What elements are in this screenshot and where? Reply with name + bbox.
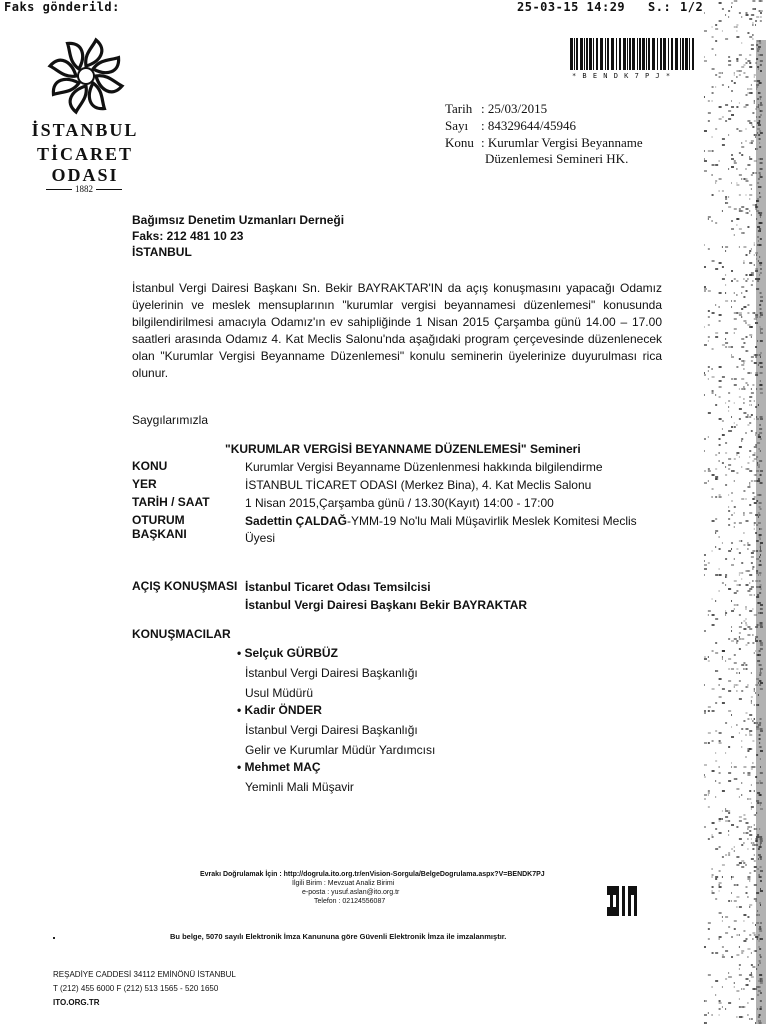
scan-dot [53,937,55,939]
meta-number-label: Sayı [445,118,469,133]
meta-date-value: : 25/03/2015 [481,101,548,116]
footer-verify: Evrakı Doğrulamak İçin : http://dogrula.ito.org.tr/enVision-Sorgula/BelgeDogrulama.aspx?V=BENDK7PJ [200,871,545,878]
speaker-2 [237,702,665,759]
footer-email: e-posta : yusuf.aslan@ito.org.tr [302,889,400,896]
speaker-1-line1: İstanbul Vergi Dairesi Başkanlığı [245,666,418,680]
fax-datetime: 25-03-15 14:29 [517,0,626,14]
meta-subject [445,135,643,151]
meta-subject-label: Konu [445,135,474,150]
logo-line-istanbul: İSTANBUL [31,120,139,140]
meta-subject-value-2: Düzenlemesi Semineri HK. [485,151,629,166]
meta-date [445,101,547,117]
oturum-name: Sadettin ÇALDAĞ [245,514,347,528]
scan-edge-noise [702,0,766,1024]
bullet-icon: • [237,760,242,774]
footer-unit: İlgili Birim : Mevzuat Analiz Birimi [292,880,395,887]
logo-year-text: 1882 [75,184,93,194]
speaker-1 [237,645,665,702]
footer-address: REŞADİYE CADDESİ 34112 EMİNÖNÜ İSTANBUL [53,970,236,979]
speaker-2-name: Kadir ÖNDER [244,703,322,717]
oturum-label: OTURUM BAŞKANI [132,513,187,541]
speaker-2-line1: İstanbul Vergi Dairesi Başkanlığı [245,723,418,737]
speaker-3-line1: Yeminli Mali Müşavir [245,780,354,794]
logo-line-ticaret: TİCARET [36,144,134,164]
acis-line-1: İstanbul Ticaret Odası Temsilcisi [245,580,431,594]
recipient-fax: Faks: 212 481 10 23 [132,229,244,243]
fax-page-label: S.: [648,0,672,14]
barcode-icon [568,38,698,72]
speaker-1-name: Selçuk GÜRBÜZ [244,646,338,660]
footer-esign: Bu belge, 5070 sayılı Elektronik İmza Kanununa göre Güvenli Elektronik İmza ile imzalanmıştır. [170,932,507,941]
bullet-icon: • [237,703,242,717]
speaker-3-name: Mehmet MAÇ [244,760,321,774]
tarih-label: TARİH / SAAT [132,495,210,509]
acis-line-2: İstanbul Vergi Dairesi Başkanı Bekir BAYRAKTAR [245,598,528,612]
meta-number [445,118,576,134]
program-title: "KURUMLAR VERGİSİ BEYANNAME DÜZENLEMESİ" Semineri [225,442,581,456]
tarih-value: 1 Nisan 2015,Çarşamba günü / 13.30(Kayıt) 14:00 - 17:00 [245,496,554,510]
qr-code-icon [607,886,637,916]
logo-year [28,184,140,194]
oturum-rest: -YMM-19 No'lu Mali Müşavirlik Meslek Komitesi Meclis Üyesi [245,514,637,545]
footer-tel-fax: T (212) 455 6000 F (212) 513 1565 - 520 1650 [53,984,219,993]
speaker-3 [237,759,665,796]
fax-page-number: 1/2 [680,0,704,14]
footer-web: ITO.ORG.TR [53,998,100,1007]
speakers-label: KONUŞMACILAR [132,627,231,641]
meta-date-label: Tarih [445,101,473,116]
recipient-city: İSTANBUL [132,245,192,259]
yer-label: YER [132,477,157,491]
yer-value: İSTANBUL TİCARET ODASI (Merkez Bina), 4. Kat Meclis Salonu [245,478,592,492]
konu-value: Kurumlar Vergisi Beyanname Düzenlenmesi hakkında bilgilendirme [245,460,603,474]
konu-label: KONU [132,459,168,473]
logo-line-odasi: ODASI [51,165,119,185]
fax-header-label: Faks gönderild: [4,0,120,14]
recipient-name: Bağımsız Denetim Uzmanları Derneği [132,213,345,227]
speaker-1-line2: Usul Müdürü [245,686,314,700]
body-paragraph: İstanbul Vergi Dairesi Başkanı Sn. Bekir BAYRAKTAR'IN da açış konuşmasını yapacağı Odamız üyelerinin ve meslek mensuplarının "kurumlar vergisi beyannamesi düzenlemesi" konusunda bilgilendirilmesi amacıyla Odamız'ın ev sahipliğinde 1 Nisan 2015 Çarşamba günü 14.00 – 17.00 saatleri arasında Odamız 4. Kat Meclis Salonu'nda aşağıdaki program çerçevesinde düzenlenecek olan "Kurumlar Vergisi Beyanname Düzenlemesi" konulu seminerin üyelerinize duyurulması rica olunur. [132,281,662,380]
acis-label: AÇIŞ KONUŞMASI [132,579,238,593]
bullet-icon: • [237,646,242,660]
meta-subject-value-1: : Kurumlar Vergisi Beyanname [481,135,643,150]
body-closing: Saygılarımızla [132,413,209,427]
footer-phone: Telefon : 02124556087 [314,898,386,905]
oturum-value [245,513,665,547]
ito-logo-icon [46,36,126,116]
barcode-text: * B E N D K 7 P J * [572,72,672,80]
meta-number-value: : 84329644/45946 [481,118,576,133]
speaker-2-line2: Gelir ve Kurumlar Müdür Yardımcısı [245,743,436,757]
